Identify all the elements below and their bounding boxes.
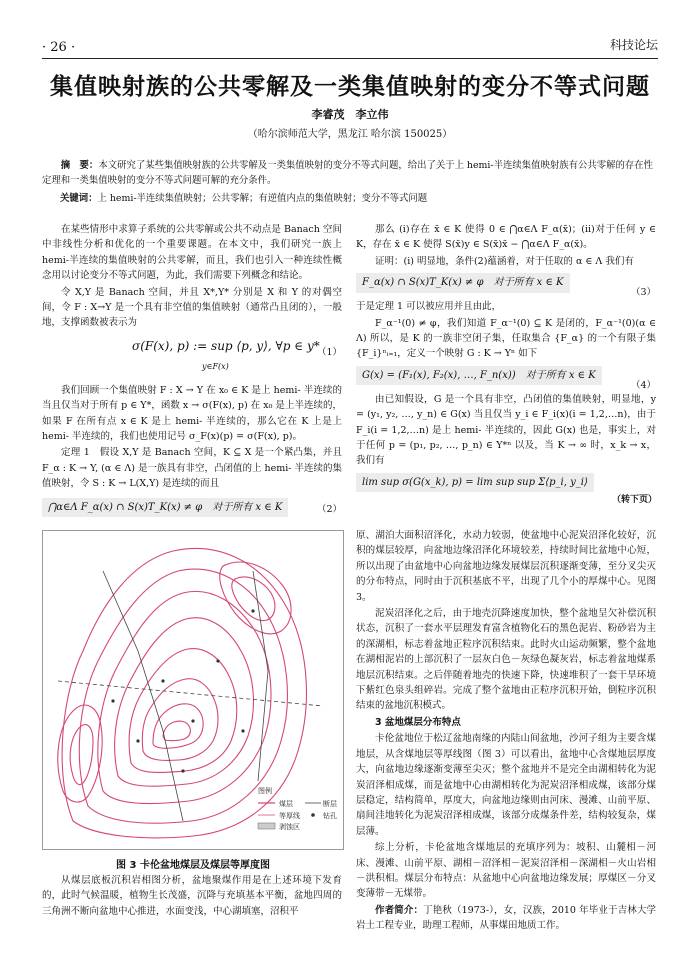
abstract-text: 本文研究了某些集值映射族的公共零解及一类集值映射的变分不等式问题，给出了关于上 hemi-半连续集值映射族有公共零解的存在性定理和一类集值映射的变分不等式问题可解的充分条件。 <box>42 160 653 186</box>
fault-line-1 <box>103 571 183 821</box>
left-column <box>42 222 342 522</box>
drill-hole-1 <box>161 679 164 682</box>
continued-note: （转下页） <box>612 495 658 505</box>
keywords-label: 关键词： <box>60 193 98 204</box>
equation-3-block <box>356 273 656 299</box>
keywords <box>60 190 658 204</box>
right-column <box>356 222 656 492</box>
abstract-label: 摘 要： <box>60 160 99 171</box>
author-bio-text: 丁艳秋（1973-），女，汉族，2010 年毕业于吉林大学岩土工程专业，助理工程师，从事煤田地质工作。 <box>356 904 656 932</box>
right-paragraph-3: 于是定理 1 可以被应用并且由此， <box>356 301 502 313</box>
author-bio-label: 作者简介： <box>375 904 424 916</box>
equation-4: G(x) = (F₁(x), F₂(x), …, F_n(x)) 对于所有 x ∈ K <box>356 366 602 385</box>
legend-item-2: 等厚线 <box>279 812 300 820</box>
equation-5: lim sup σ(G(x_k), p) = lim sup sup Σ⟨p_i, y_i⟩ <box>356 473 594 492</box>
contour-7 <box>153 704 203 748</box>
equation-2-number: （2） <box>316 503 342 515</box>
equation-4-block <box>356 366 656 391</box>
author-bio <box>356 903 656 934</box>
legend-item-3: 剥蚀区 <box>279 823 300 831</box>
equation-2: ⋂α∈Λ F_α(x) ∩ S(x)T_K(x) ≠ φ 对于所有 x ∈ K <box>42 498 288 517</box>
equation-1-number: （1） <box>316 346 342 358</box>
contour-8 <box>163 721 190 741</box>
fault-line-2 <box>253 571 268 781</box>
equation-4-number: （4） <box>630 379 656 391</box>
drill-hole-3 <box>216 659 219 662</box>
affiliation: （哈尔滨师范大学，黑龙江 哈尔滨 150025） <box>247 129 453 140</box>
equation-2-block <box>42 498 342 522</box>
fault-line-3 <box>58 681 323 706</box>
contour-map <box>43 531 343 849</box>
contour-west-2 <box>70 725 93 785</box>
page-number: · 26 · <box>42 40 76 55</box>
bottom-left-text <box>42 873 342 920</box>
legend-item-1: 煤层 <box>279 800 293 808</box>
abstract <box>42 158 658 188</box>
equation-5-block <box>356 473 656 492</box>
right-paragraph-4: F_α⁻¹(0) ≠ φ，我们知道 F_α⁻¹(0) ⊆ K 是闭的，F_α⁻¹(0)(α ∈ Λ) 所以，是 K 的一族非空闭子集，任取集合 {F_α} 的一个有限子集 {F_i}ⁿᵢ₌₁，定义一个映射 G : K → Yⁿ 如下 <box>356 317 656 360</box>
right-lower-paragraph-2: 泥炭沼泽化之后，由于地壳沉降速度加快，整个盆地呈欠补偿沉积状态，沉积了一套水平层理发育富含植物化石的黑色泥岩、粉砂岩为主的深湖相，标志着盆地正粒序沉积结束。此时火山运动频繁，整个盆地在湖相泥岩的上部沉积了一层灰白色－灰绿色凝灰岩，标志着盆地煤系地层沉积结束。之后伴随着地壳的快速下降，快速堆积了一套干旱环境下紫红色泉头组碎岩。完成了整个盆地由正粒序沉积开始，倒粒序沉积结束的盆地沉积模式。 <box>356 608 656 712</box>
figure-caption: 图 3 卡伦盆地煤层及煤层等厚度图 <box>116 860 270 871</box>
keywords-text: 上 hemi-半连续集值映射；公共零解；有逆值内点的集值映射；变分不等式问题 <box>97 193 428 204</box>
equation-1-block <box>42 337 342 377</box>
right-paragraph-1: 那么 (i)存在 x̄ ∈ K 使得 0 ∈ ⋂α∈Λ F_α(x̄)；(ii)对于任何 y ∈ K，存在 x̄ ∈ K 使得 S(x̄)y ∈ S(x̄)x̄ − ⋂α∈Λ F_α(x̄)。 <box>356 224 656 251</box>
equation-1: σ(F(x), p) := sup ⟨p, y⟩, ∀p ∈ y* <box>132 338 320 353</box>
left-paragraph-4: 定理 1 假设 X,Y 是 Banach 空间，K ⊆ X 是一个紧凸集，并且 F_α : K → Y, (α ∈ Λ) 是一族具有非空，凸闭值的上 hemi- 半连续的集值映射，令 S : K → L(X,Y) 是连续的而且 <box>42 447 342 490</box>
section-heading-3: 3 盆地煤层分布特点 <box>375 716 461 728</box>
right-lower-paragraph-1: 原、湖泊大面积沼泽化，水动力较弱，使盆地中心泥炭沼泽化较好，沉积的煤层较厚，向盆地边缘沼泽化环境较差，持续时间比盆地中心短，所以出现了由盆地中心向盆地边缘发展煤层沉积逐渐变薄，至分叉尖灭的分布特点，同时由于沉积基底不平，出现了几个小的厚煤中心。见图 3。 <box>356 530 656 603</box>
drill-hole-2 <box>191 719 194 722</box>
drill-hole-8 <box>181 769 184 772</box>
paper-title: 集值映射族的公共零解及一类集值映射的变分不等式问题 <box>50 74 650 100</box>
drill-hole-6 <box>111 699 114 702</box>
column-name: 科技论坛 <box>609 38 658 52</box>
right-lower-paragraph-4: 综上分析，卡伦盆地含煤地层的充填序列为：坡积、山麓相－河床、漫滩、山前平原、湖相－沼泽相－泥炭沼泽相－深湖相－火山岩相－洪积相。煤层分布特点：从盆地中心向盆地边缘发展；厚煤区－分叉变薄带－无煤带。 <box>356 842 656 900</box>
contour-2 <box>79 569 287 823</box>
right-lower-paragraph-3: 卡伦盆地位于松辽盆地南缘的内陆山间盆地，沙河子组为主要含煤地层，从含煤地层等厚线图（图 3）可以看出，盆地中心含煤地层厚度大，向盆地边缘逐渐变薄至尖灭；整个盆地并不是完全由湖相转化为泥炭沼泽相成煤，而是盆地中心由湖相转化为泥炭沼泽相成煤，该部分煤层稳定，结构简单，厚度大，向盆地边缘则由河床、漫滩、山前平原、扇间洼地转化为泥炭沼泽相成煤，该部分成煤条件差，结构较复杂，煤层薄。 <box>356 733 656 837</box>
bottom-left-paragraph: 从煤层底板沉积岩相图分析，盆地聚煤作用是在上述环境下发育的，此时气候温暖，植物生长茂盛，沉降与充填基本平衡，盆地四周的三角洲不断向盆地中心推进，水面变浅，中心湖填塞，沼积平 <box>42 875 342 917</box>
right-paragraph-2: 证明：(i) 明显地，条件(2)蕴涵着，对于任取的 α ∈ Λ 我们有 <box>375 255 634 267</box>
equation-1-subscript: y∈F(x) <box>202 361 229 371</box>
left-paragraph-1: 在某些情形中求算子系统的公共零解或公共不动点是 Banach 空间中非线性分析和优化的一个重要课题。在本文中，我们研究一族上 hemi-半连续的集值映射的公共零解，而且，我们也引入一种连续性概念用以讨论变分不等式问题，为此，我们需要下列概念和结论。 <box>42 224 342 282</box>
drill-hole-7 <box>251 609 254 612</box>
legend-title: 图例 <box>258 787 272 795</box>
left-paragraph-3: 我们回顾一个集值映射 F : X → Y 在 x₀ ∈ K 是上 hemi- 半连续的当且仅当对于所有 p ∈ Y*，函数 x → σ(F(x), p) 在 x₀ 是上半连续的，如果 F 在所有点 x ∈ K 是上 hemi- 半连续的，那么它在 K 上是上 hemi- 半连续的，我们也使用记号 σ_F(x)(p) = σ(F(x), p)。 <box>42 384 342 443</box>
authors: 李睿茂 李立伟 <box>311 108 389 121</box>
contour-6 <box>142 679 218 761</box>
legend-item-5: 钻孔 <box>323 812 337 820</box>
right-lower-column <box>356 528 656 935</box>
drill-hole-5 <box>241 729 244 732</box>
contour-4 <box>115 618 254 786</box>
header-rule <box>42 58 658 59</box>
equation-3: F_α(x) ∩ S(x)T_K(x) ≠ φ 对于所有 x ∈ K <box>356 273 570 292</box>
equation-3-number: （3） <box>630 287 656 299</box>
right-paragraph-5: 由已知假设，G 是一个具有非空，凸闭值的集值映射，明显地，y = (y₁, y₂, …, y_n) ∈ G(x) 当且仅当 y_i ∈ F_i(x)(i = 1,2,…n)，由于 F_i(i = 1,2,…n) 是上 hemi- 半连续的，因此 G(x) 也是，事实上，对于任何 p = (p₁, p₂, …, p_n) ∈ Y*ⁿ 以及，当 K → ∞ 时，x_k → x，我们有 <box>356 393 656 467</box>
legend-item-4: 断层 <box>323 800 337 808</box>
drill-hole-4 <box>136 739 139 742</box>
legend <box>258 786 337 831</box>
left-paragraph-2: 令 X,Y 是 Banach 空间，并且 X*,Y* 分别是 X 和 Y 的对偶空间，令 F : X→Y 是一个具有非空值的集值映射（通常凸且闭的），一般地，支撑函数被表示为 <box>42 286 342 329</box>
figure-3 <box>42 530 344 850</box>
